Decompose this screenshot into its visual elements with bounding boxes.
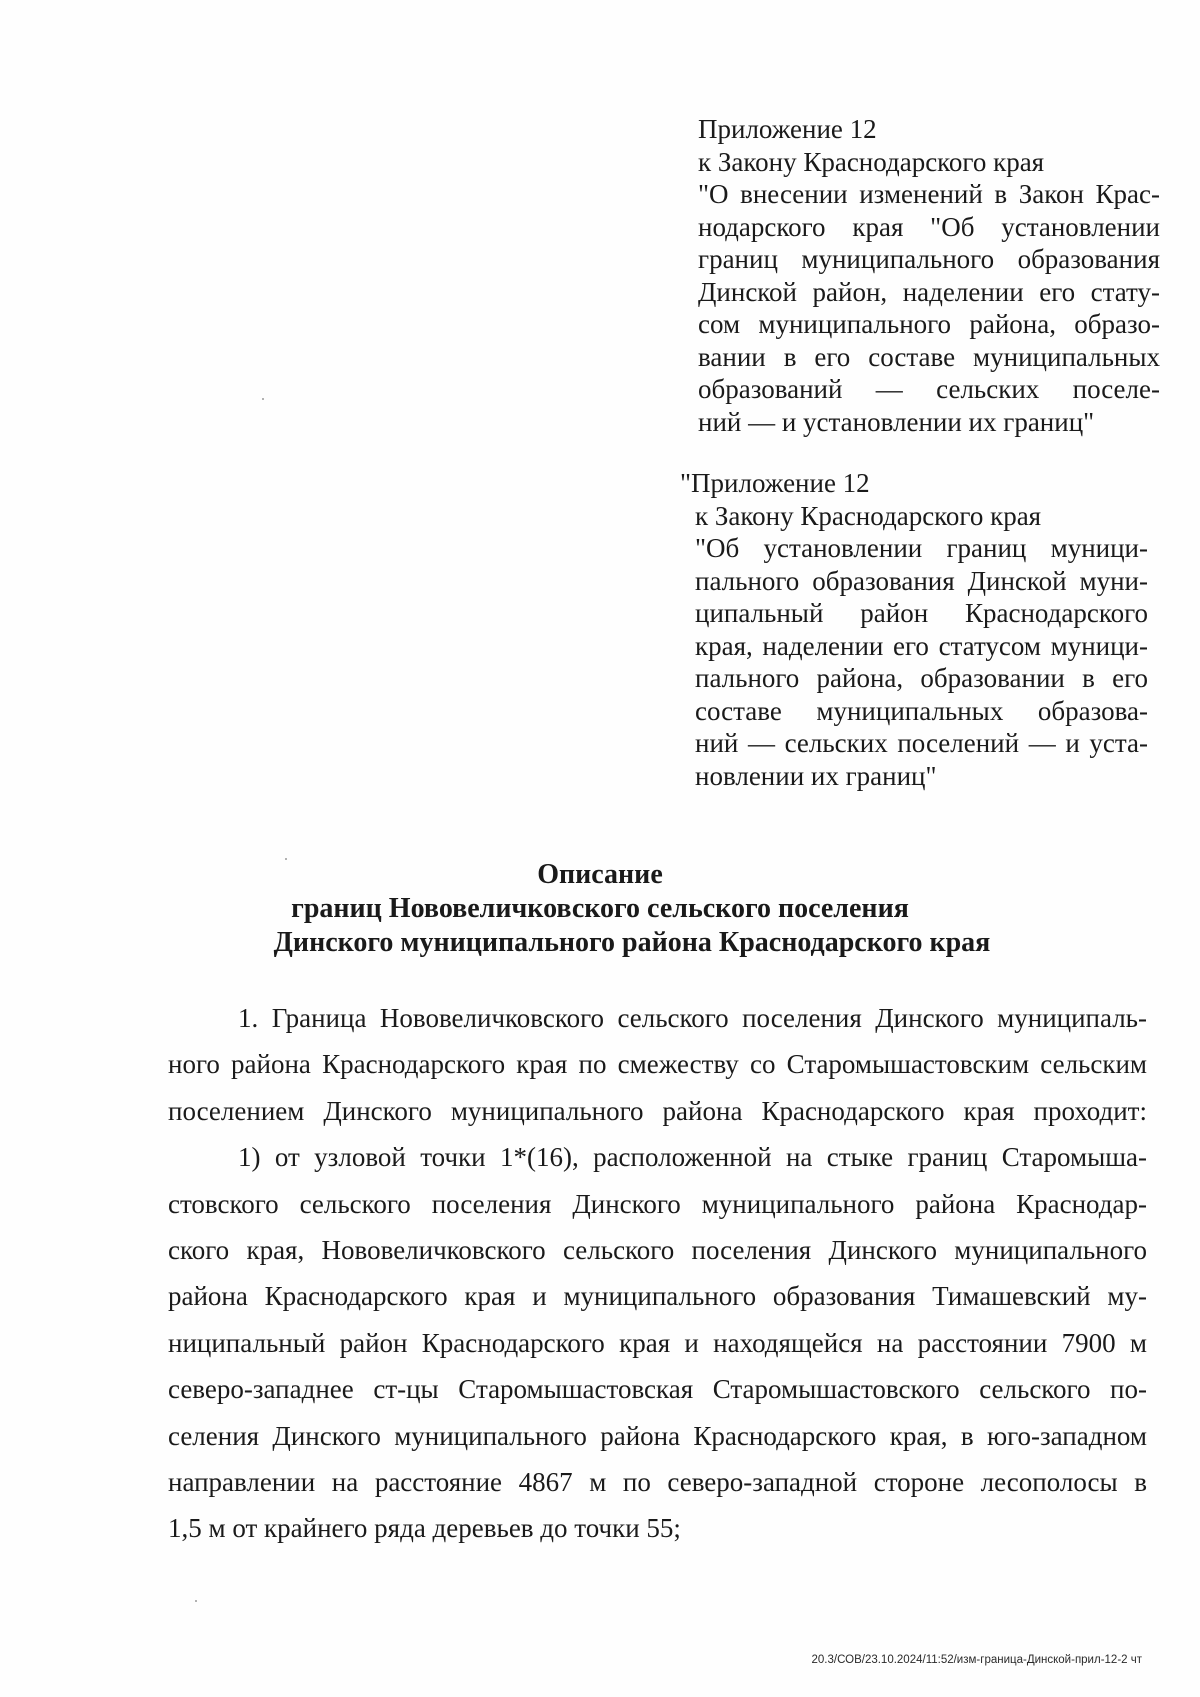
annex-line: Приложение 12 <box>698 114 877 144</box>
title-line: границ Нововеличковского сельского поселения <box>291 893 909 924</box>
annex-line: "Приложение 12 <box>680 468 870 498</box>
body-line: стовского сельского поселения Динского муниципального района Краснодар- <box>168 1188 1147 1219</box>
annex-line: составе муниципальных образова- <box>695 695 1148 726</box>
scan-speck <box>195 1600 197 1602</box>
annex-line: нодарского края "Об установлении <box>698 211 1160 242</box>
body-line: ского края, Нововеличковского сельского поселения Динского муниципального <box>168 1235 1147 1266</box>
title-line: Описание <box>537 859 663 890</box>
body-line: направлении на расстояние 4867 м по северо-западной стороне лесополосы в <box>168 1467 1147 1498</box>
document-footer-code: 20.3/СОВ/23.10.2024/11:52/изм-граница-Динской-прил-12-2 чт <box>811 1654 1142 1666</box>
annex-line: пального района, образовании в его <box>695 663 1148 693</box>
annex-line: образований — сельских поселе- <box>698 374 1160 404</box>
annex-line: границ муниципального образования <box>698 244 1160 274</box>
body-line: поселением Динского муниципального района Краснодарского края проходит: <box>168 1095 1147 1126</box>
annex-header-new <box>698 113 1160 438</box>
annex-line: ний — сельских поселений — и уста- <box>695 728 1148 758</box>
document-title <box>150 858 1050 960</box>
annex-line: "Об установлении границ муници- <box>695 533 1148 563</box>
body-line: ного района Краснодарского края по смежеству со Старомышастовским сельским <box>168 1049 1147 1080</box>
annex-line: пального образования Динской муни- <box>695 565 1148 596</box>
body-line: 1. Граница Нововеличковского сельского поселения Динского муниципаль- <box>238 1003 1147 1033</box>
body-line: ниципальный район Краснодарского края и находящейся на расстоянии 7900 м <box>168 1327 1147 1358</box>
annex-line: Динской район, наделении его стату- <box>698 276 1160 307</box>
annex-line: к Закону Краснодарского края <box>695 500 1042 531</box>
annex-line: ципальный район Краснодарского <box>695 598 1148 628</box>
annex-line: сом муниципального района, образо- <box>698 309 1160 339</box>
title-line: Динского муниципального района Краснодарского края <box>273 927 991 958</box>
annex-line: новлении их границ" <box>695 760 937 791</box>
body-line: селения Динского муниципального района Краснодарского края, в юго-западном <box>168 1420 1147 1451</box>
scan-speck <box>262 398 264 400</box>
annex-line: к Закону Краснодарского края <box>698 146 1045 177</box>
annex-line: вании в его составе муниципальных <box>698 341 1160 372</box>
annex-line: "О внесении изменений в Закон Крас- <box>698 179 1160 209</box>
annex-header-old <box>680 467 1148 792</box>
body-line: района Краснодарского края и муниципального образования Тимашевский му- <box>168 1281 1147 1312</box>
annex-line: ний — и установлении их границ" <box>698 406 1095 437</box>
document-body <box>168 995 1147 1552</box>
body-line: 1,5 м от крайнего ряда деревьев до точки 55; <box>168 1513 681 1544</box>
annex-line: края, наделении его статусом муници- <box>695 630 1148 661</box>
body-line: северо-западнее ст-цы Старомышастовская Старомышастовского сельского по- <box>168 1374 1147 1405</box>
body-line: 1) от узловой точки 1*(16), расположенной на стыке границ Старомыша- <box>238 1142 1147 1173</box>
